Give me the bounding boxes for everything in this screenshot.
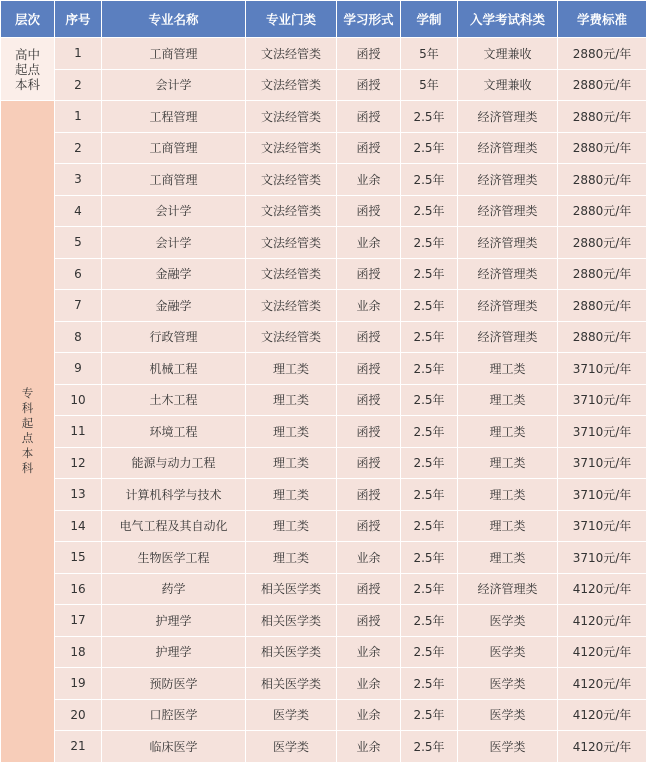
exam-category-cell: 经济管理类 xyxy=(458,290,558,322)
tuition-cell: 2880元/年 xyxy=(558,227,646,259)
duration-cell: 2.5年 xyxy=(401,227,458,259)
tuition-cell: 3710元/年 xyxy=(558,353,646,385)
major-cell: 护理学 xyxy=(102,636,246,668)
study-mode-cell: 业余 xyxy=(337,227,401,259)
study-mode-cell: 函授 xyxy=(337,38,401,70)
tuition-cell: 2880元/年 xyxy=(558,195,646,227)
exam-category-cell: 医学类 xyxy=(458,699,558,731)
index-cell: 9 xyxy=(55,353,102,385)
index-cell: 10 xyxy=(55,384,102,416)
study-mode-cell: 业余 xyxy=(337,164,401,196)
duration-cell: 2.5年 xyxy=(401,416,458,448)
major-cell: 工程管理 xyxy=(102,101,246,133)
tuition-cell: 3710元/年 xyxy=(558,510,646,542)
category-cell: 文法经管类 xyxy=(246,132,337,164)
table-header xyxy=(1,1,646,38)
major-cell: 护理学 xyxy=(102,605,246,637)
duration-cell: 2.5年 xyxy=(401,573,458,605)
index-cell: 7 xyxy=(55,290,102,322)
table-row xyxy=(1,227,646,259)
header-level: 层次 xyxy=(1,1,55,38)
category-cell: 医学类 xyxy=(246,699,337,731)
tuition-cell: 2880元/年 xyxy=(558,38,646,70)
table-row xyxy=(1,101,646,133)
exam-category-cell: 文理兼收 xyxy=(458,38,558,70)
category-cell: 相关医学类 xyxy=(246,636,337,668)
table-row xyxy=(1,542,646,574)
table-row xyxy=(1,573,646,605)
duration-cell: 2.5年 xyxy=(401,321,458,353)
exam-category-cell: 理工类 xyxy=(458,353,558,385)
exam-category-cell: 理工类 xyxy=(458,542,558,574)
duration-cell: 2.5年 xyxy=(401,447,458,479)
exam-category-cell: 文理兼收 xyxy=(458,69,558,101)
index-cell: 13 xyxy=(55,479,102,511)
header-major: 专业名称 xyxy=(102,1,246,38)
study-mode-cell: 函授 xyxy=(337,416,401,448)
index-cell: 14 xyxy=(55,510,102,542)
study-mode-cell: 函授 xyxy=(337,510,401,542)
index-cell: 19 xyxy=(55,668,102,700)
major-cell: 临床医学 xyxy=(102,731,246,763)
header-duration: 学制 xyxy=(401,1,458,38)
exam-category-cell: 经济管理类 xyxy=(458,132,558,164)
tuition-cell: 2880元/年 xyxy=(558,290,646,322)
index-cell: 11 xyxy=(55,416,102,448)
duration-cell: 5年 xyxy=(401,38,458,70)
tuition-cell: 3710元/年 xyxy=(558,479,646,511)
study-mode-cell: 函授 xyxy=(337,69,401,101)
table-row xyxy=(1,132,646,164)
tuition-cell: 4120元/年 xyxy=(558,573,646,605)
duration-cell: 2.5年 xyxy=(401,668,458,700)
tuition-cell: 4120元/年 xyxy=(558,699,646,731)
header-category: 专业门类 xyxy=(246,1,337,38)
exam-category-cell: 经济管理类 xyxy=(458,573,558,605)
table-row xyxy=(1,38,646,70)
index-cell: 12 xyxy=(55,447,102,479)
exam-category-cell: 经济管理类 xyxy=(458,164,558,196)
exam-category-cell: 医学类 xyxy=(458,636,558,668)
exam-category-cell: 经济管理类 xyxy=(458,227,558,259)
study-mode-cell: 函授 xyxy=(337,353,401,385)
index-cell: 16 xyxy=(55,573,102,605)
study-mode-cell: 函授 xyxy=(337,479,401,511)
tuition-cell: 3710元/年 xyxy=(558,384,646,416)
exam-category-cell: 理工类 xyxy=(458,510,558,542)
index-cell: 18 xyxy=(55,636,102,668)
tuition-cell: 4120元/年 xyxy=(558,636,646,668)
index-cell: 1 xyxy=(55,101,102,133)
duration-cell: 2.5年 xyxy=(401,699,458,731)
category-cell: 理工类 xyxy=(246,353,337,385)
table-row xyxy=(1,731,646,763)
table-row xyxy=(1,258,646,290)
study-mode-cell: 函授 xyxy=(337,195,401,227)
table-row xyxy=(1,69,646,101)
study-mode-cell: 业余 xyxy=(337,699,401,731)
major-cell: 口腔医学 xyxy=(102,699,246,731)
duration-cell: 2.5年 xyxy=(401,384,458,416)
table-body xyxy=(1,38,646,763)
tuition-cell: 3710元/年 xyxy=(558,416,646,448)
category-cell: 文法经管类 xyxy=(246,69,337,101)
index-cell: 2 xyxy=(55,132,102,164)
major-cell: 工商管理 xyxy=(102,38,246,70)
exam-category-cell: 医学类 xyxy=(458,668,558,700)
tuition-cell: 2880元/年 xyxy=(558,69,646,101)
major-cell: 生物医学工程 xyxy=(102,542,246,574)
exam-category-cell: 经济管理类 xyxy=(458,258,558,290)
category-cell: 医学类 xyxy=(246,731,337,763)
index-cell: 5 xyxy=(55,227,102,259)
major-cell: 工商管理 xyxy=(102,132,246,164)
level-label: 高中起点本科 xyxy=(14,46,40,92)
category-cell: 相关医学类 xyxy=(246,605,337,637)
duration-cell: 2.5年 xyxy=(401,353,458,385)
study-mode-cell: 函授 xyxy=(337,321,401,353)
study-mode-cell: 函授 xyxy=(337,132,401,164)
table-row xyxy=(1,636,646,668)
study-mode-cell: 函授 xyxy=(337,258,401,290)
duration-cell: 2.5年 xyxy=(401,164,458,196)
study-mode-cell: 业余 xyxy=(337,668,401,700)
duration-cell: 2.5年 xyxy=(401,101,458,133)
category-cell: 文法经管类 xyxy=(246,164,337,196)
tuition-cell: 3710元/年 xyxy=(558,447,646,479)
tuition-cell: 4120元/年 xyxy=(558,668,646,700)
duration-cell: 2.5年 xyxy=(401,636,458,668)
exam-category-cell: 医学类 xyxy=(458,605,558,637)
tuition-cell: 4120元/年 xyxy=(558,605,646,637)
table-row xyxy=(1,290,646,322)
tuition-cell: 3710元/年 xyxy=(558,542,646,574)
table-row xyxy=(1,510,646,542)
duration-cell: 5年 xyxy=(401,69,458,101)
category-cell: 理工类 xyxy=(246,479,337,511)
study-mode-cell: 业余 xyxy=(337,731,401,763)
tuition-cell: 2880元/年 xyxy=(558,321,646,353)
level-cell xyxy=(1,38,55,101)
index-cell: 2 xyxy=(55,69,102,101)
header-index: 序号 xyxy=(55,1,102,38)
duration-cell: 2.5年 xyxy=(401,510,458,542)
exam-category-cell: 经济管理类 xyxy=(458,101,558,133)
major-cell: 机械工程 xyxy=(102,353,246,385)
duration-cell: 2.5年 xyxy=(401,542,458,574)
table-row xyxy=(1,195,646,227)
major-cell: 会计学 xyxy=(102,195,246,227)
duration-cell: 2.5年 xyxy=(401,605,458,637)
table-row xyxy=(1,699,646,731)
tuition-cell: 4120元/年 xyxy=(558,731,646,763)
tuition-cell: 2880元/年 xyxy=(558,164,646,196)
major-cell: 金融学 xyxy=(102,290,246,322)
major-cell: 会计学 xyxy=(102,227,246,259)
table-row xyxy=(1,321,646,353)
study-mode-cell: 业余 xyxy=(337,636,401,668)
category-cell: 文法经管类 xyxy=(246,101,337,133)
exam-category-cell: 理工类 xyxy=(458,447,558,479)
table-row xyxy=(1,447,646,479)
study-mode-cell: 函授 xyxy=(337,101,401,133)
index-cell: 4 xyxy=(55,195,102,227)
category-cell: 文法经管类 xyxy=(246,227,337,259)
index-cell: 1 xyxy=(55,38,102,70)
duration-cell: 2.5年 xyxy=(401,731,458,763)
major-cell: 会计学 xyxy=(102,69,246,101)
duration-cell: 2.5年 xyxy=(401,195,458,227)
major-cell: 能源与动力工程 xyxy=(102,447,246,479)
duration-cell: 2.5年 xyxy=(401,258,458,290)
duration-cell: 2.5年 xyxy=(401,290,458,322)
table-row xyxy=(1,416,646,448)
table-row xyxy=(1,353,646,385)
table-row xyxy=(1,668,646,700)
exam-category-cell: 经济管理类 xyxy=(458,195,558,227)
header-row xyxy=(1,1,646,38)
index-cell: 20 xyxy=(55,699,102,731)
level-cell xyxy=(1,101,55,763)
category-cell: 理工类 xyxy=(246,384,337,416)
major-cell: 电气工程及其自动化 xyxy=(102,510,246,542)
exam-category-cell: 医学类 xyxy=(458,731,558,763)
category-cell: 文法经管类 xyxy=(246,38,337,70)
category-cell: 理工类 xyxy=(246,416,337,448)
category-cell: 文法经管类 xyxy=(246,258,337,290)
major-cell: 工商管理 xyxy=(102,164,246,196)
table-row xyxy=(1,605,646,637)
duration-cell: 2.5年 xyxy=(401,479,458,511)
header-study-mode: 学习形式 xyxy=(337,1,401,38)
major-cell: 金融学 xyxy=(102,258,246,290)
category-cell: 文法经管类 xyxy=(246,321,337,353)
study-mode-cell: 函授 xyxy=(337,573,401,605)
study-mode-cell: 函授 xyxy=(337,447,401,479)
category-cell: 理工类 xyxy=(246,510,337,542)
major-cell: 土木工程 xyxy=(102,384,246,416)
level-label: 专科起点本科 xyxy=(21,386,34,476)
category-cell: 文法经管类 xyxy=(246,290,337,322)
index-cell: 8 xyxy=(55,321,102,353)
table-row xyxy=(1,164,646,196)
tuition-cell: 2880元/年 xyxy=(558,101,646,133)
study-mode-cell: 函授 xyxy=(337,384,401,416)
table-row xyxy=(1,479,646,511)
exam-category-cell: 理工类 xyxy=(458,384,558,416)
tuition-cell: 2880元/年 xyxy=(558,258,646,290)
major-cell: 行政管理 xyxy=(102,321,246,353)
table-row xyxy=(1,384,646,416)
index-cell: 17 xyxy=(55,605,102,637)
major-cell: 药学 xyxy=(102,573,246,605)
major-cell: 计算机科学与技术 xyxy=(102,479,246,511)
study-mode-cell: 业余 xyxy=(337,290,401,322)
category-cell: 文法经管类 xyxy=(246,195,337,227)
exam-category-cell: 理工类 xyxy=(458,416,558,448)
category-cell: 理工类 xyxy=(246,542,337,574)
header-tuition: 学费标准 xyxy=(558,1,646,38)
major-cell: 环境工程 xyxy=(102,416,246,448)
index-cell: 3 xyxy=(55,164,102,196)
study-mode-cell: 业余 xyxy=(337,542,401,574)
exam-category-cell: 经济管理类 xyxy=(458,321,558,353)
duration-cell: 2.5年 xyxy=(401,132,458,164)
category-cell: 理工类 xyxy=(246,447,337,479)
index-cell: 21 xyxy=(55,731,102,763)
study-mode-cell: 函授 xyxy=(337,605,401,637)
major-cell: 预防医学 xyxy=(102,668,246,700)
category-cell: 相关医学类 xyxy=(246,573,337,605)
exam-category-cell: 理工类 xyxy=(458,479,558,511)
index-cell: 6 xyxy=(55,258,102,290)
category-cell: 相关医学类 xyxy=(246,668,337,700)
tuition-cell: 2880元/年 xyxy=(558,132,646,164)
header-exam-category: 入学考试科类 xyxy=(458,1,558,38)
index-cell: 15 xyxy=(55,542,102,574)
